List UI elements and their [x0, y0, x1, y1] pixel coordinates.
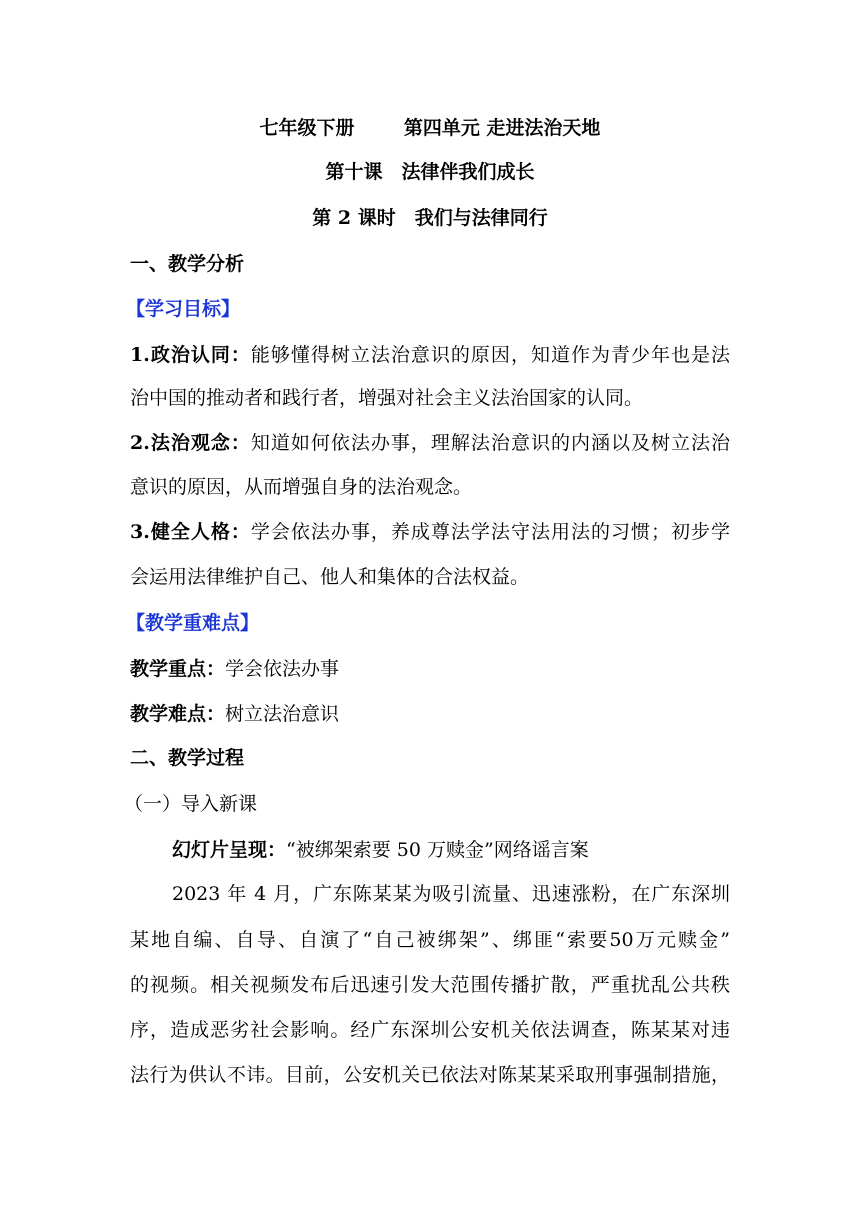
- slide-line: [172, 838, 730, 862]
- keypoint-label: 教学重点：: [130, 658, 226, 680]
- case-line-3: 的视频。相关视频发布后迅速引发大范围传播扩散，严重扰乱公共秩: [130, 974, 730, 996]
- unit-label: 第四单元 走进法治天地: [403, 117, 601, 139]
- goals-label: 【学习目标】: [126, 298, 241, 320]
- period-title: 第 2 课时 我们与法律同行: [312, 207, 548, 229]
- slide-label: 幻灯片呈现：: [172, 839, 287, 861]
- case-line-2: 某地自编、自导、自演了“自己被绑架”、绑匪“索要50万元赎金”: [130, 929, 730, 951]
- goal-1-text-1: 能够懂得树立法治意识的原因，知道作为青少年也是法: [250, 344, 730, 366]
- goal-3-text-1: 学会依法办事，养成尊法学法守法用法的习惯；初步学: [250, 521, 730, 543]
- lesson-title: 第十课 法律伴我们成长: [325, 161, 535, 183]
- difficulty-label: 教学难点：: [130, 703, 226, 725]
- goal-1-label: 1.政治认同：: [130, 344, 251, 366]
- goal-2-line-1: [130, 431, 730, 455]
- goal-1-line-1: [130, 343, 730, 367]
- case-line-1: 2023 年 4 月，广东陈某某为吸引流量、迅速涨粉，在广东深圳: [172, 883, 730, 905]
- goal-3-line-2: 会运用法律维护自己、他人和集体的合法权益。: [130, 566, 530, 588]
- section-2-heading: 二、教学过程: [130, 747, 245, 769]
- case-line-5: 法行为供认不讳。目前，公安机关已依法对陈某某采取刑事强制措施，: [130, 1064, 730, 1086]
- difficulty-text: 树立法治意识: [225, 703, 340, 725]
- goal-3-label: 3.健全人格：: [130, 521, 251, 543]
- difficulty-line: [130, 702, 730, 726]
- keypoints-label: 【教学重难点】: [126, 612, 260, 634]
- goal-2-line-2: 意识的原因，从而增强自身的法治观念。: [130, 476, 473, 498]
- subsection-1-heading: （一）导入新课: [124, 793, 258, 815]
- grade-label: 七年级下册: [259, 117, 355, 139]
- goal-2-text-1: 知道如何依法办事，理解法治意识的内涵以及树立法治: [250, 432, 730, 454]
- goal-2-label: 2.法治观念：: [130, 432, 251, 454]
- section-1-heading: 一、教学分析: [130, 253, 245, 275]
- slide-text: “被绑架索要 50 万赎金”网络谣言案: [286, 839, 589, 861]
- keypoint-text: 学会依法办事: [225, 658, 340, 680]
- case-line-4: 序，造成恶劣社会影响。经广东深圳公安机关依法调查，陈某某对违: [130, 1019, 730, 1041]
- keypoint-line: [130, 657, 730, 681]
- title-line-1: [0, 116, 860, 140]
- goal-1-line-2: 治中国的推动者和践行者，增强对社会主义法治国家的认同。: [130, 387, 644, 409]
- goal-3-line-1: [130, 520, 730, 544]
